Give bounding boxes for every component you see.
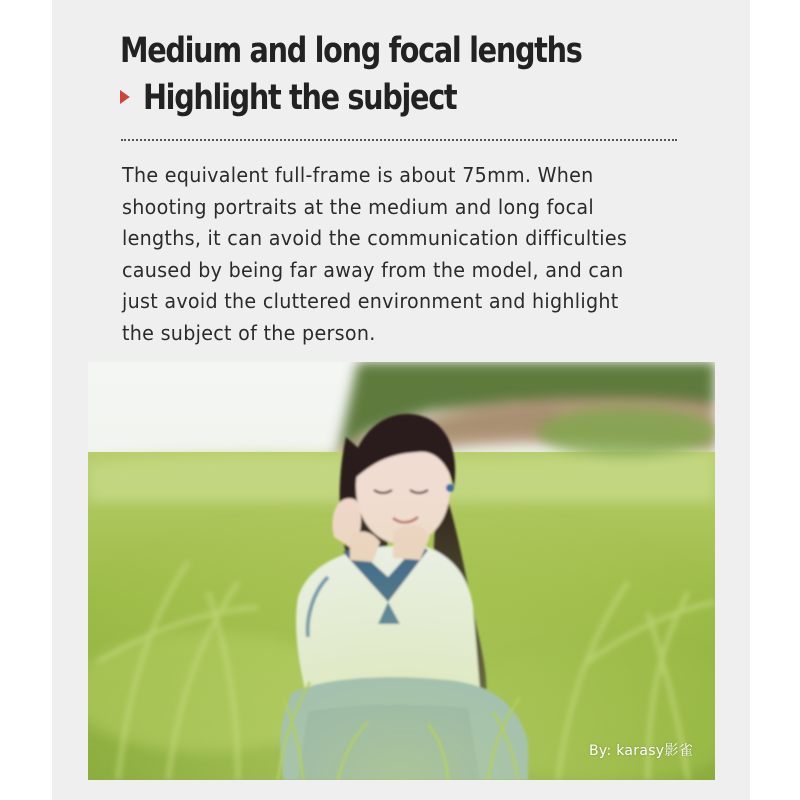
- photo-illustration: [88, 362, 715, 780]
- portrait-photo: [88, 362, 715, 780]
- title-line-1: Medium and long focal lengths: [120, 31, 582, 71]
- title-line-2: [120, 75, 612, 122]
- body-paragraph: [122, 160, 695, 349]
- body-line: just avoid the cluttered environment and highlight: [122, 289, 619, 313]
- triangle-bullet-icon: [120, 90, 130, 104]
- dotted-divider: [121, 139, 677, 141]
- body-line: shooting portraits at the medium and long focal: [122, 194, 594, 219]
- title-line-2-text: Highlight the subject: [142, 78, 457, 118]
- body-line: the subject of the person.: [122, 320, 376, 345]
- photo-credit: By: karasy影雀: [589, 743, 693, 759]
- body-line: lengths, it can avoid the communication difficulties: [122, 226, 628, 250]
- body-line: caused by being far away from the model, and can: [122, 257, 624, 282]
- body-line: The equivalent full-frame is about 75mm. When: [122, 163, 594, 187]
- page-title: [120, 28, 612, 122]
